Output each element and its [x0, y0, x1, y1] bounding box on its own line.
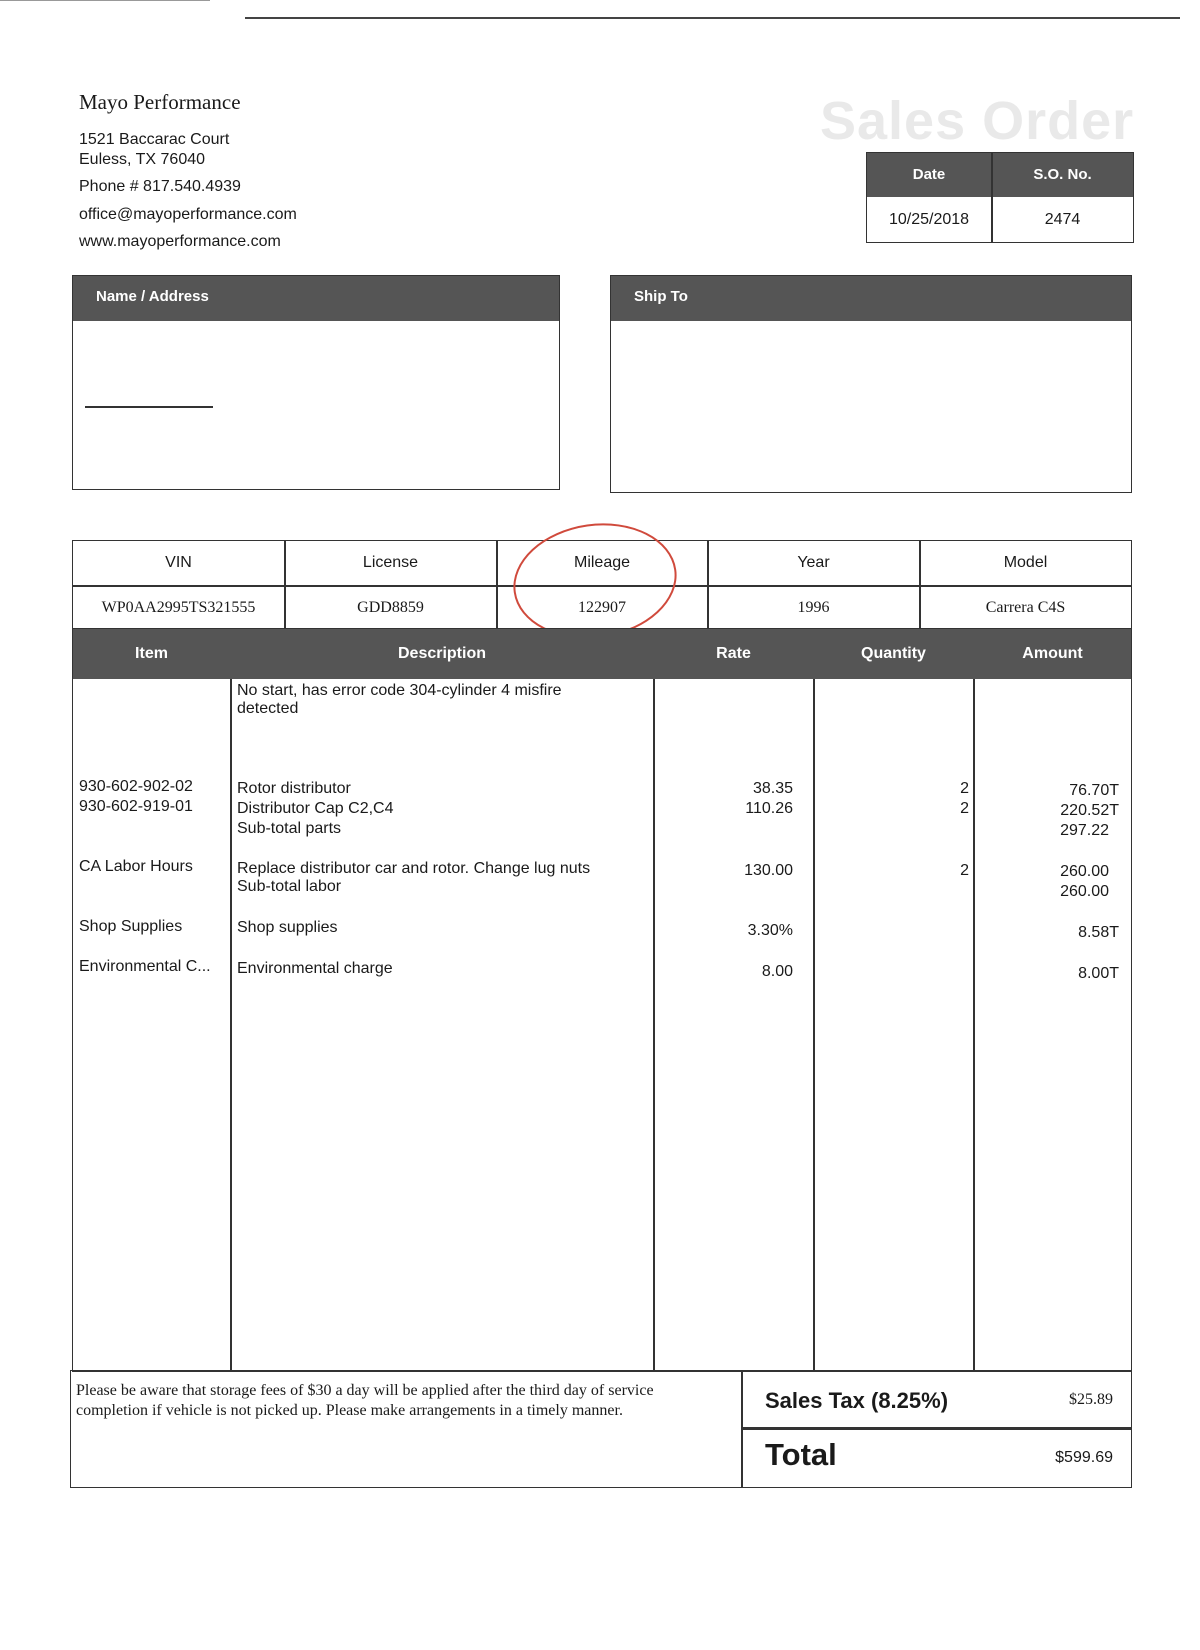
subtotal-parts-amount: 297.22: [1060, 822, 1109, 839]
item-description: Distributor Cap C2,C4: [237, 800, 394, 817]
item-rate: 3.30%: [747, 922, 793, 939]
subtotal-labor-label: Sub-total labor: [237, 878, 342, 895]
item-description: Environmental charge: [237, 960, 393, 977]
company-street: 1521 Baccarac Court: [79, 131, 230, 148]
sales-tax-label: Sales Tax (8.25%): [765, 1388, 949, 1413]
row-divider: [741, 1427, 1131, 1430]
description-column-header: Description: [397, 645, 486, 662]
document-title: Sales Order: [820, 91, 1135, 151]
name-address-label: Name / Address: [96, 288, 209, 305]
total-label: Total: [765, 1437, 837, 1472]
items-table: [72, 628, 1132, 1372]
scan-edge-line: [245, 17, 1180, 19]
storage-notice-line: Please be aware that storage fees of $30 a day will be applied after the third day of service: [76, 1382, 654, 1399]
redacted-line: [85, 406, 213, 408]
name-address-box: [72, 275, 560, 490]
column-divider: [230, 679, 232, 1371]
order-date: 10/25/2018: [888, 211, 970, 228]
item-quantity: 2: [960, 780, 969, 797]
column-divider: [653, 679, 655, 1371]
subtotal-parts-label: Sub-total parts: [237, 820, 342, 837]
item-code: Environmental C...: [79, 958, 211, 975]
item-amount: 220.52T: [1060, 802, 1119, 819]
company-phone: Phone # 817.540.4939: [79, 178, 241, 195]
company-city: Euless, TX 76040: [79, 151, 206, 168]
order-info-box: [866, 152, 1134, 243]
so-number: 2474: [1044, 211, 1081, 228]
item-quantity: 2: [960, 862, 969, 879]
year-value: 1996: [797, 599, 830, 616]
so-number-header: S.O. No.: [1033, 166, 1092, 183]
item-description: Shop supplies: [237, 919, 338, 936]
storage-notice: [76, 1381, 726, 1421]
ship-to-box: [610, 275, 1132, 493]
ship-to-label: Ship To: [634, 288, 688, 305]
item-code: CA Labor Hours: [79, 858, 193, 875]
storage-notice-line: completion if vehicle is not picked up. Please make arrangements in a timely manner.: [76, 1402, 623, 1419]
company-email: office@mayoperformance.com: [79, 206, 297, 223]
item-description: Replace distributor car and rotor. Change lug nuts: [237, 860, 591, 877]
vin-value: WP0AA2995TS321555: [101, 599, 256, 616]
license-value: GDD8859: [357, 599, 424, 616]
rate-column-header: Rate: [716, 645, 751, 662]
license-header: License: [362, 554, 419, 571]
item-code: 930-602-902-02: [79, 778, 193, 795]
total-value: $599.69: [1055, 1449, 1113, 1466]
item-quantity: 2: [960, 800, 969, 817]
item-amount: 8.58T: [1078, 924, 1119, 941]
complaint-line: detected: [237, 700, 299, 717]
totals-footer: [70, 1370, 1132, 1488]
date-header: Date: [912, 166, 946, 183]
column-divider: [973, 679, 975, 1371]
column-divider: [813, 679, 815, 1371]
sales-tax-value: $25.89: [1069, 1391, 1113, 1408]
item-code: Shop Supplies: [79, 918, 183, 935]
item-description: Rotor distributor: [237, 780, 351, 797]
company-name: Mayo Performance: [79, 90, 241, 114]
column-divider: [991, 153, 993, 242]
item-column-header: Item: [135, 645, 168, 662]
scan-edge-line: [0, 0, 210, 1]
item-amount: 260.00: [1060, 863, 1109, 880]
year-header: Year: [797, 554, 830, 571]
amount-column-header: Amount: [1022, 645, 1083, 662]
item-rate: 110.26: [745, 800, 793, 817]
mileage-header: Mileage: [573, 554, 631, 571]
mileage-value: 122907: [578, 599, 626, 616]
subtotal-labor-amount: 260.00: [1060, 883, 1109, 900]
ship-to-header: [611, 276, 1131, 321]
model-value: Carrera C4S: [985, 599, 1066, 616]
company-website: www.mayoperformance.com: [79, 233, 281, 250]
item-rate: 130.00: [744, 862, 793, 879]
item-amount: 76.70T: [1069, 782, 1119, 799]
quantity-column-header: Quantity: [861, 645, 926, 662]
item-rate: 8.00: [761, 963, 793, 980]
item-rate: 38.35: [752, 780, 793, 797]
item-code: 930-602-919-01: [79, 798, 193, 815]
model-header: Model: [1003, 554, 1048, 571]
item-amount: 8.00T: [1078, 965, 1119, 982]
vin-header: VIN: [165, 554, 192, 571]
complaint-line: No start, has error code 304-cylinder 4 misfire: [237, 682, 562, 699]
